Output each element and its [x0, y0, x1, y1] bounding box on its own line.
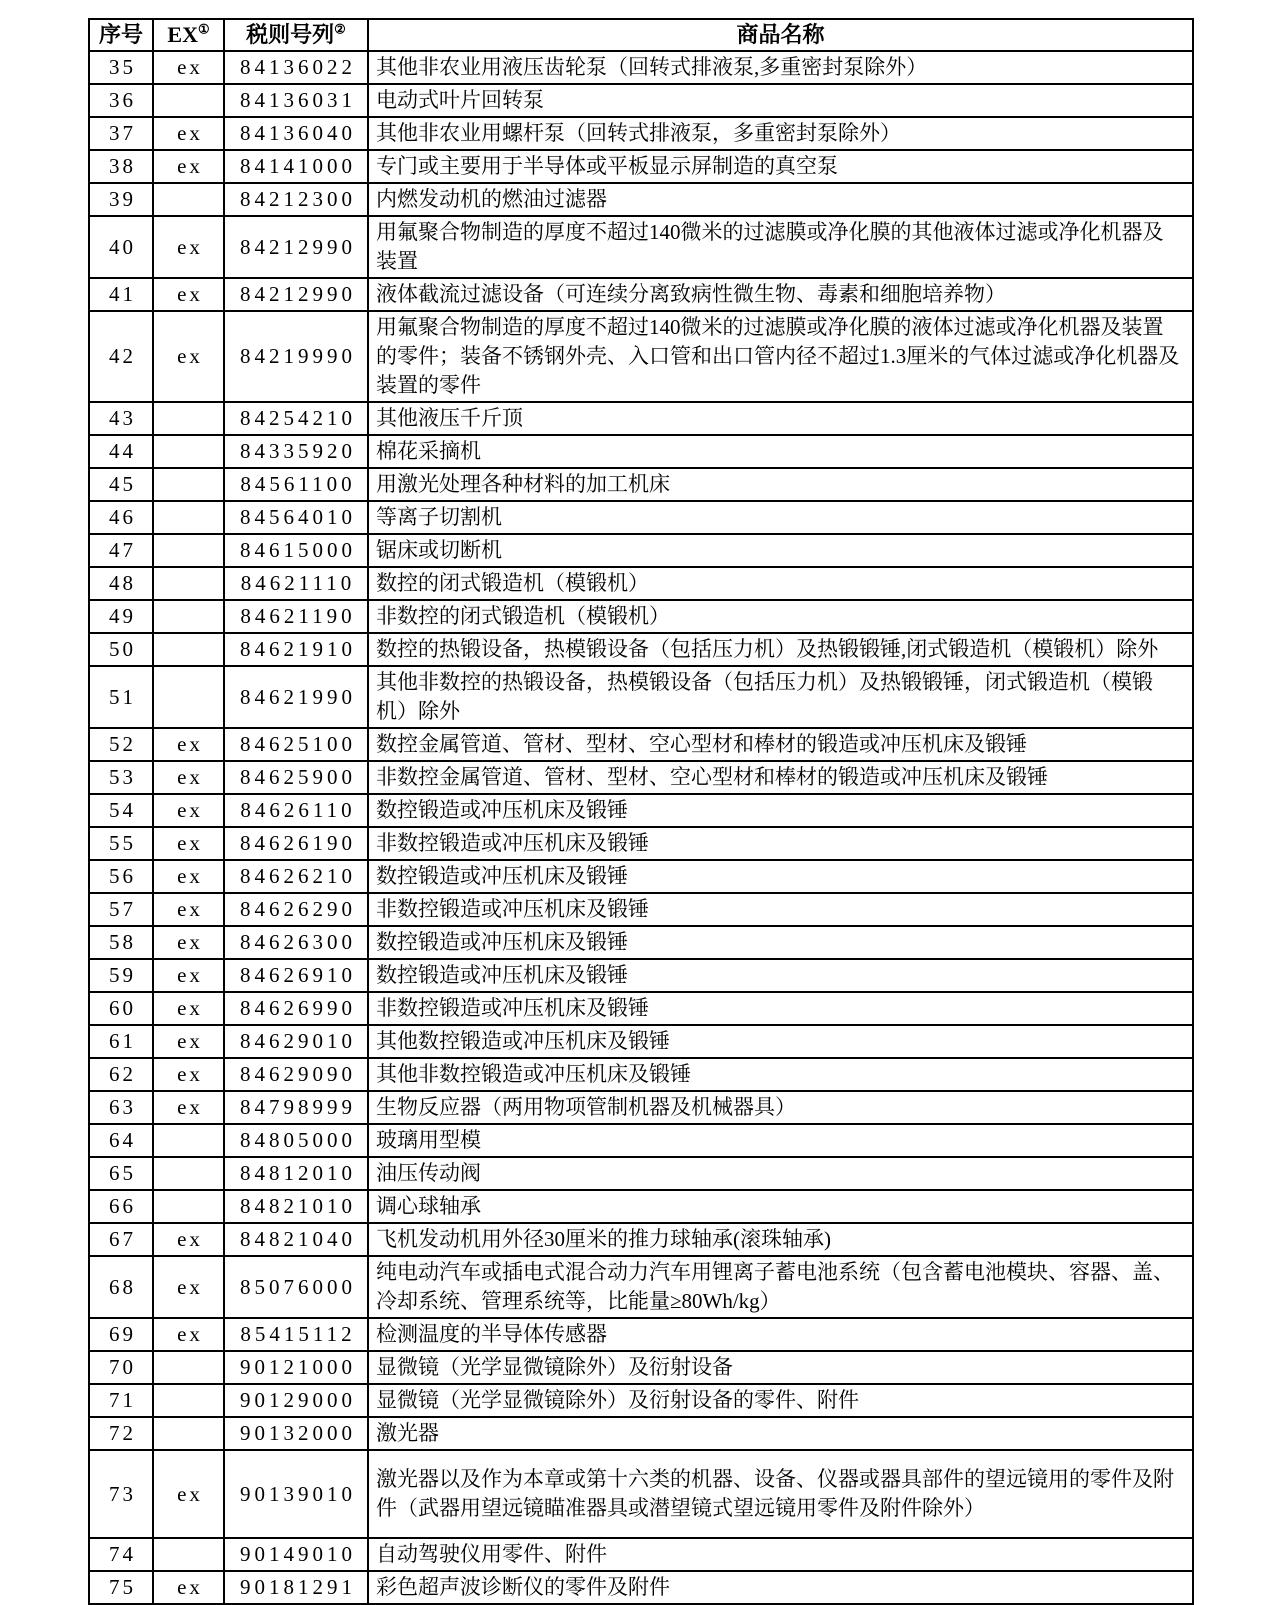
tariff-code-cell: 84798999: [224, 1091, 368, 1124]
footnote-2-marker: ②: [334, 21, 346, 37]
product-name-cell: 非数控的闭式锻造机（模锻机）: [368, 600, 1193, 633]
ex-cell: ex: [153, 728, 224, 761]
product-name-cell: 激光器以及作为本章或第十六类的机器、设备、仪器或器具部件的望远镜用的零件及附件（武器用望远镜瞄准器具或潜望镜式望远镜用零件及附件除外）: [368, 1450, 1193, 1538]
serial-cell: 52: [89, 728, 153, 761]
serial-cell: 64: [89, 1124, 153, 1157]
ex-cell: [153, 1351, 224, 1384]
table-row: [89, 761, 1193, 794]
serial-cell: 72: [89, 1417, 153, 1450]
col-header-serial-label: 序号: [98, 22, 143, 47]
serial-cell: 44: [89, 435, 153, 468]
ex-cell: [153, 567, 224, 600]
tariff-code-cell: 84136031: [224, 84, 368, 117]
product-name-cell: 锯床或切断机: [368, 534, 1193, 567]
serial-cell: 35: [89, 51, 153, 84]
tariff-code-cell: 90139010: [224, 1450, 368, 1538]
serial-cell: 59: [89, 959, 153, 992]
tariff-code-cell: 84626210: [224, 860, 368, 893]
product-name-cell: 激光器: [368, 1417, 1193, 1450]
table-row: [89, 501, 1193, 534]
serial-cell: 68: [89, 1256, 153, 1318]
table-row: [89, 278, 1193, 311]
product-name-cell: 数控锻造或冲压机床及锻锤: [368, 959, 1193, 992]
serial-cell: 38: [89, 150, 153, 183]
serial-cell: 69: [89, 1318, 153, 1351]
col-header-product-name: [368, 19, 1193, 51]
tariff-code-cell: 84621990: [224, 666, 368, 728]
tariff-code-cell: 84621110: [224, 567, 368, 600]
serial-cell: 73: [89, 1450, 153, 1538]
product-name-cell: 其他非数控锻造或冲压机床及锻锤: [368, 1058, 1193, 1091]
table-row: [89, 926, 1193, 959]
serial-cell: 58: [89, 926, 153, 959]
tariff-code-cell: 84335920: [224, 435, 368, 468]
table-row: [89, 893, 1193, 926]
ex-cell: [153, 84, 224, 117]
tariff-code-cell: 84615000: [224, 534, 368, 567]
col-header-tariff-code-label: 税则号列: [246, 22, 335, 47]
table-row: [89, 216, 1193, 278]
tariff-code-cell: 84626190: [224, 827, 368, 860]
ex-cell: ex: [153, 150, 224, 183]
product-name-cell: 飞机发动机用外径30厘米的推力球轴承(滚珠轴承): [368, 1223, 1193, 1256]
serial-cell: 37: [89, 117, 153, 150]
ex-cell: [153, 435, 224, 468]
ex-cell: [153, 468, 224, 501]
ex-cell: [153, 1538, 224, 1571]
ex-cell: ex: [153, 1318, 224, 1351]
serial-cell: 48: [89, 567, 153, 600]
serial-cell: 41: [89, 278, 153, 311]
ex-cell: ex: [153, 311, 224, 402]
tariff-code-cell: 84625100: [224, 728, 368, 761]
serial-cell: 62: [89, 1058, 153, 1091]
table-body: [89, 51, 1193, 1604]
table-row: [89, 1256, 1193, 1318]
table-row: [89, 1124, 1193, 1157]
serial-cell: 65: [89, 1157, 153, 1190]
product-name-cell: 其他非农业用螺杆泵（回转式排液泵，多重密封泵除外）: [368, 117, 1193, 150]
serial-cell: 70: [89, 1351, 153, 1384]
tariff-code-cell: 85076000: [224, 1256, 368, 1318]
serial-cell: 51: [89, 666, 153, 728]
tariff-code-cell: 84212990: [224, 216, 368, 278]
product-name-cell: 液体截流过滤设备（可连续分离致病性微生物、毒素和细胞培养物）: [368, 278, 1193, 311]
product-name-cell: 其他数控锻造或冲压机床及锻锤: [368, 1025, 1193, 1058]
product-name-cell: 非数控锻造或冲压机床及锻锤: [368, 827, 1193, 860]
serial-cell: 36: [89, 84, 153, 117]
footnote-1-marker: ①: [197, 21, 210, 37]
table-row: [89, 992, 1193, 1025]
table-row: [89, 959, 1193, 992]
serial-cell: 74: [89, 1538, 153, 1571]
ex-cell: ex: [153, 1091, 224, 1124]
product-name-cell: 玻璃用型模: [368, 1124, 1193, 1157]
tariff-code-cell: 84136040: [224, 117, 368, 150]
serial-cell: 39: [89, 183, 153, 216]
tariff-table: [88, 18, 1194, 1605]
serial-cell: 49: [89, 600, 153, 633]
serial-cell: 63: [89, 1091, 153, 1124]
table-row: [89, 311, 1193, 402]
col-header-product-name-label: 商品名称: [736, 22, 825, 47]
table-row: [89, 534, 1193, 567]
product-name-cell: 非数控金属管道、管材、型材、空心型材和棒材的锻造或冲压机床及锻锤: [368, 761, 1193, 794]
product-name-cell: 显微镜（光学显微镜除外）及衍射设备的零件、附件: [368, 1384, 1193, 1417]
table-row: [89, 666, 1193, 728]
tariff-code-cell: 84212300: [224, 183, 368, 216]
product-name-cell: 数控锻造或冲压机床及锻锤: [368, 926, 1193, 959]
col-header-ex: [153, 19, 224, 51]
product-name-cell: 数控金属管道、管材、型材、空心型材和棒材的锻造或冲压机床及锻锤: [368, 728, 1193, 761]
table-row: [89, 468, 1193, 501]
tariff-code-cell: 84254210: [224, 402, 368, 435]
tariff-code-cell: 84626290: [224, 893, 368, 926]
serial-cell: 45: [89, 468, 153, 501]
product-name-cell: 用氟聚合物制造的厚度不超过140微米的过滤膜或净化膜的液体过滤或净化机器及装置的零件；装备不锈钢外壳、入口管和出口管内径不超过1.3厘米的气体过滤或净化机器及装置的零件: [368, 311, 1193, 402]
tariff-code-cell: 84219990: [224, 311, 368, 402]
ex-cell: ex: [153, 992, 224, 1025]
product-name-cell: 生物反应器（两用物项管制机器及机械器具）: [368, 1091, 1193, 1124]
tariff-code-cell: 84821010: [224, 1190, 368, 1223]
ex-cell: ex: [153, 278, 224, 311]
ex-cell: [153, 1124, 224, 1157]
ex-cell: ex: [153, 1256, 224, 1318]
table-row: [89, 1417, 1193, 1450]
serial-cell: 55: [89, 827, 153, 860]
table-row: [89, 1538, 1193, 1571]
serial-cell: 61: [89, 1025, 153, 1058]
tariff-code-cell: 84136022: [224, 51, 368, 84]
tariff-code-cell: 90121000: [224, 1351, 368, 1384]
tariff-code-cell: 84212990: [224, 278, 368, 311]
ex-cell: ex: [153, 1450, 224, 1538]
table-row: [89, 1223, 1193, 1256]
col-header-ex-label: EX: [167, 22, 198, 47]
serial-cell: 42: [89, 311, 153, 402]
tariff-code-cell: 84805000: [224, 1124, 368, 1157]
tariff-code-cell: 84626910: [224, 959, 368, 992]
table-row: [89, 1190, 1193, 1223]
serial-cell: 71: [89, 1384, 153, 1417]
ex-cell: ex: [153, 959, 224, 992]
tariff-code-cell: 90181291: [224, 1571, 368, 1604]
table-row: [89, 1450, 1193, 1538]
product-name-cell: 数控的闭式锻造机（模锻机）: [368, 567, 1193, 600]
table-row: [89, 1091, 1193, 1124]
ex-cell: [153, 1384, 224, 1417]
tariff-code-cell: 90129000: [224, 1384, 368, 1417]
tariff-code-cell: 84626990: [224, 992, 368, 1025]
table-row: [89, 183, 1193, 216]
ex-cell: ex: [153, 761, 224, 794]
serial-cell: 57: [89, 893, 153, 926]
product-name-cell: 数控的热锻设备，热模锻设备（包括压力机）及热锻锻锤,闭式锻造机（模锻机）除外: [368, 633, 1193, 666]
serial-cell: 66: [89, 1190, 153, 1223]
product-name-cell: 等离子切割机: [368, 501, 1193, 534]
product-name-cell: 棉花采摘机: [368, 435, 1193, 468]
table-row: [89, 860, 1193, 893]
serial-cell: 60: [89, 992, 153, 1025]
product-name-cell: 显微镜（光学显微镜除外）及衍射设备: [368, 1351, 1193, 1384]
header-row: [89, 19, 1193, 51]
ex-cell: ex: [153, 1571, 224, 1604]
ex-cell: ex: [153, 216, 224, 278]
tariff-code-cell: 84621190: [224, 600, 368, 633]
table-row: [89, 402, 1193, 435]
table-row: [89, 1384, 1193, 1417]
product-name-cell: 用激光处理各种材料的加工机床: [368, 468, 1193, 501]
product-name-cell: 纯电动汽车或插电式混合动力汽车用锂离子蓄电池系统（包含蓄电池模块、容器、盖、冷却系统、管理系统等，比能量≥80Wh/kg）: [368, 1256, 1193, 1318]
ex-cell: ex: [153, 827, 224, 860]
tariff-code-cell: 84141000: [224, 150, 368, 183]
table-row: [89, 1351, 1193, 1384]
table-row: [89, 435, 1193, 468]
ex-cell: ex: [153, 117, 224, 150]
table-row: [89, 567, 1193, 600]
ex-cell: ex: [153, 1223, 224, 1256]
tariff-code-cell: 84621910: [224, 633, 368, 666]
product-name-cell: 其他非数控的热锻设备，热模锻设备（包括压力机）及热锻锻锤，闭式锻造机（模锻机）除外: [368, 666, 1193, 728]
col-header-serial: [89, 19, 153, 51]
serial-cell: 43: [89, 402, 153, 435]
tariff-code-cell: 90149010: [224, 1538, 368, 1571]
tariff-code-cell: 84821040: [224, 1223, 368, 1256]
product-name-cell: 非数控锻造或冲压机床及锻锤: [368, 992, 1193, 1025]
col-header-tariff-code: [224, 19, 368, 51]
ex-cell: ex: [153, 893, 224, 926]
ex-cell: [153, 501, 224, 534]
product-name-cell: 电动式叶片回转泵: [368, 84, 1193, 117]
table-row: [89, 1571, 1193, 1604]
tariff-code-cell: 84564010: [224, 501, 368, 534]
serial-cell: 75: [89, 1571, 153, 1604]
product-name-cell: 检测温度的半导体传感器: [368, 1318, 1193, 1351]
serial-cell: 53: [89, 761, 153, 794]
product-name-cell: 其他液压千斤顶: [368, 402, 1193, 435]
ex-cell: [153, 1417, 224, 1450]
tariff-code-cell: 84629010: [224, 1025, 368, 1058]
table-row: [89, 1318, 1193, 1351]
table-row: [89, 117, 1193, 150]
ex-cell: ex: [153, 51, 224, 84]
serial-cell: 46: [89, 501, 153, 534]
serial-cell: 40: [89, 216, 153, 278]
tariff-code-cell: 85415112: [224, 1318, 368, 1351]
ex-cell: [153, 402, 224, 435]
table-row: [89, 827, 1193, 860]
serial-cell: 54: [89, 794, 153, 827]
product-name-cell: 其他非农业用液压齿轮泵（回转式排液泵,多重密封泵除外）: [368, 51, 1193, 84]
table-row: [89, 1157, 1193, 1190]
product-name-cell: 内燃发动机的燃油过滤器: [368, 183, 1193, 216]
table-row: [89, 1025, 1193, 1058]
ex-cell: ex: [153, 860, 224, 893]
ex-cell: ex: [153, 926, 224, 959]
table-row: [89, 150, 1193, 183]
tariff-code-cell: 84625900: [224, 761, 368, 794]
tariff-code-cell: 84812010: [224, 1157, 368, 1190]
ex-cell: ex: [153, 1025, 224, 1058]
product-name-cell: 彩色超声波诊断仪的零件及附件: [368, 1571, 1193, 1604]
product-name-cell: 自动驾驶仪用零件、附件: [368, 1538, 1193, 1571]
ex-cell: [153, 666, 224, 728]
product-name-cell: 数控锻造或冲压机床及锻锤: [368, 860, 1193, 893]
serial-cell: 50: [89, 633, 153, 666]
ex-cell: [153, 183, 224, 216]
table-row: [89, 633, 1193, 666]
table-row: [89, 600, 1193, 633]
product-name-cell: 调心球轴承: [368, 1190, 1193, 1223]
product-name-cell: 非数控锻造或冲压机床及锻锤: [368, 893, 1193, 926]
product-name-cell: 油压传动阀: [368, 1157, 1193, 1190]
ex-cell: ex: [153, 1058, 224, 1091]
table-row: [89, 794, 1193, 827]
table-row: [89, 1058, 1193, 1091]
tariff-code-cell: 90132000: [224, 1417, 368, 1450]
table-row: [89, 84, 1193, 117]
serial-cell: 67: [89, 1223, 153, 1256]
ex-cell: [153, 600, 224, 633]
tariff-code-cell: 84626110: [224, 794, 368, 827]
product-name-cell: 专门或主要用于半导体或平板显示屏制造的真空泵: [368, 150, 1193, 183]
product-name-cell: 数控锻造或冲压机床及锻锤: [368, 794, 1193, 827]
serial-cell: 47: [89, 534, 153, 567]
ex-cell: [153, 633, 224, 666]
ex-cell: ex: [153, 794, 224, 827]
product-name-cell: 用氟聚合物制造的厚度不超过140微米的过滤膜或净化膜的其他液体过滤或净化机器及装置: [368, 216, 1193, 278]
table-row: [89, 51, 1193, 84]
ex-cell: [153, 1157, 224, 1190]
table-row: [89, 728, 1193, 761]
serial-cell: 56: [89, 860, 153, 893]
tariff-code-cell: 84629090: [224, 1058, 368, 1091]
tariff-code-cell: 84561100: [224, 468, 368, 501]
ex-cell: [153, 1190, 224, 1223]
tariff-code-cell: 84626300: [224, 926, 368, 959]
ex-cell: [153, 534, 224, 567]
